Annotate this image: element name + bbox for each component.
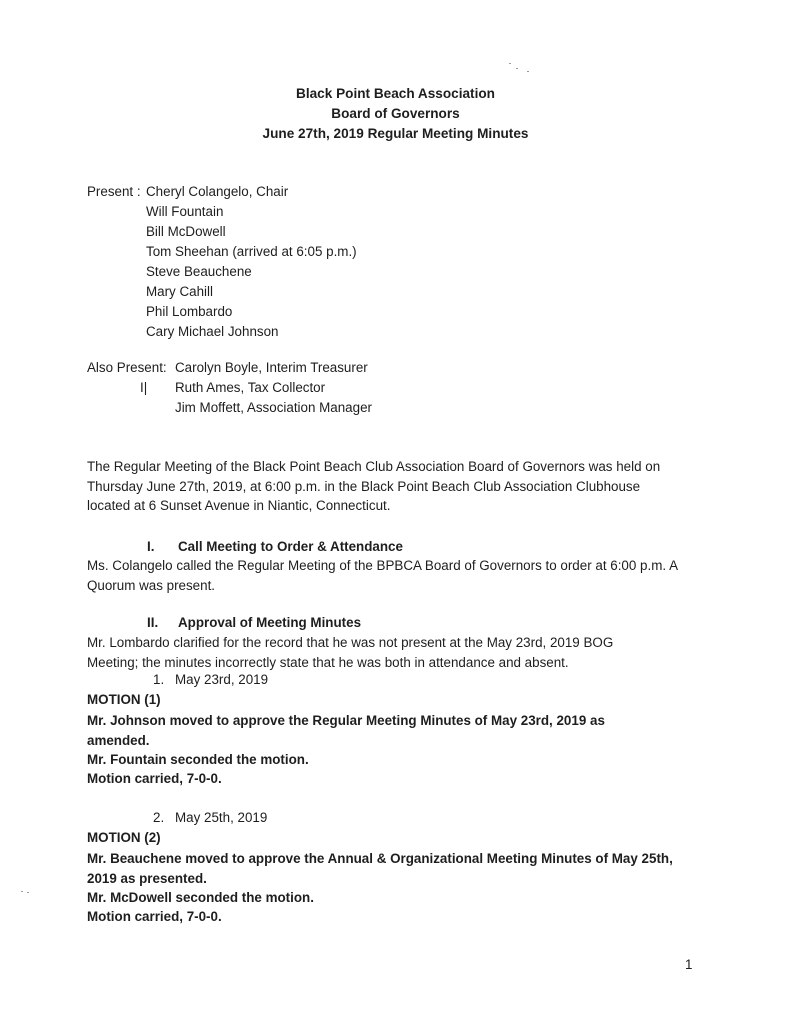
present-member: Mary Cahill	[146, 284, 213, 299]
section-heading: Approval of Meeting Minutes	[178, 615, 362, 630]
section-numeral: I.	[147, 539, 155, 554]
motion-text: Mr. Johnson moved to approve the Regular Meeting Minutes of May 23rd, 2019 as amended.	[87, 713, 605, 748]
motion-title: MOTION (2)	[87, 830, 161, 845]
also-present-label: Also Present:	[87, 360, 167, 375]
list-number: 2.	[153, 810, 165, 825]
present-member: Cary Michael Johnson	[146, 324, 279, 339]
board-name: Board of Governors	[331, 106, 460, 121]
section-numeral: II.	[147, 615, 159, 630]
page-number: 1	[685, 957, 693, 972]
scan-speck	[527, 71, 529, 72]
motion-second: Mr. McDowell seconded the motion.	[87, 890, 314, 905]
present-member: Will Fountain	[146, 204, 224, 219]
motion-title: MOTION (1)	[87, 692, 161, 707]
present-member: Tom Sheehan (arrived at 6:05 p.m.)	[146, 244, 357, 259]
document-title: June 27th, 2019 Regular Meeting Minutes	[262, 126, 529, 141]
list-item-label: May 23rd, 2019	[175, 672, 269, 687]
scan-speck	[27, 892, 29, 893]
also-present-person: Carolyn Boyle, Interim Treasurer	[175, 360, 368, 375]
scan-speck	[21, 891, 23, 892]
also-present-person: Ruth Ames, Tax Collector	[175, 380, 326, 395]
intro-paragraph: The Regular Meeting of the Black Point Beach Club Association Board of Governors was held on Thursday June 27th, 2019, at 6:00 p.m. in the Black Point Beach Club Association Clubhouse located at 6 Sunset Avenue in Niantic, Connecticut.	[87, 459, 661, 513]
list-item-label: May 25th, 2019	[175, 810, 268, 825]
section-text: Ms. Colangelo called the Regular Meeting of the BPBCA Board of Governors to order at 6:00 p.m. A Quorum was present.	[87, 558, 678, 593]
also-present-person: Jim Moffett, Association Manager	[175, 400, 372, 415]
section-heading: Call Meeting to Order & Attendance	[178, 539, 403, 554]
present-label: Present :	[87, 184, 141, 199]
margin-mark: I|	[140, 380, 148, 395]
present-member: Phil Lombardo	[146, 304, 233, 319]
org-name: Black Point Beach Association	[296, 86, 495, 101]
scan-speck	[509, 63, 511, 64]
present-member: Cheryl Colangelo, Chair	[146, 184, 289, 199]
motion-result: Motion carried, 7-0-0.	[87, 909, 222, 924]
motion-text: Mr. Beauchene moved to approve the Annual & Organizational Meeting Minutes of May 25th, 2019 as presented.	[87, 851, 673, 886]
motion-second: Mr. Fountain seconded the motion.	[87, 752, 309, 767]
motion-result: Motion carried, 7-0-0.	[87, 771, 222, 786]
present-member: Steve Beauchene	[146, 264, 252, 279]
list-number: 1.	[153, 672, 165, 687]
present-member: Bill McDowell	[146, 224, 226, 239]
section-text: Mr. Lombardo clarified for the record that he was not present at the May 23rd, 2019 BOG Meeting; the minutes incorrectly state that he was both in attendance and absent.	[87, 635, 614, 670]
scan-speck	[516, 68, 518, 69]
